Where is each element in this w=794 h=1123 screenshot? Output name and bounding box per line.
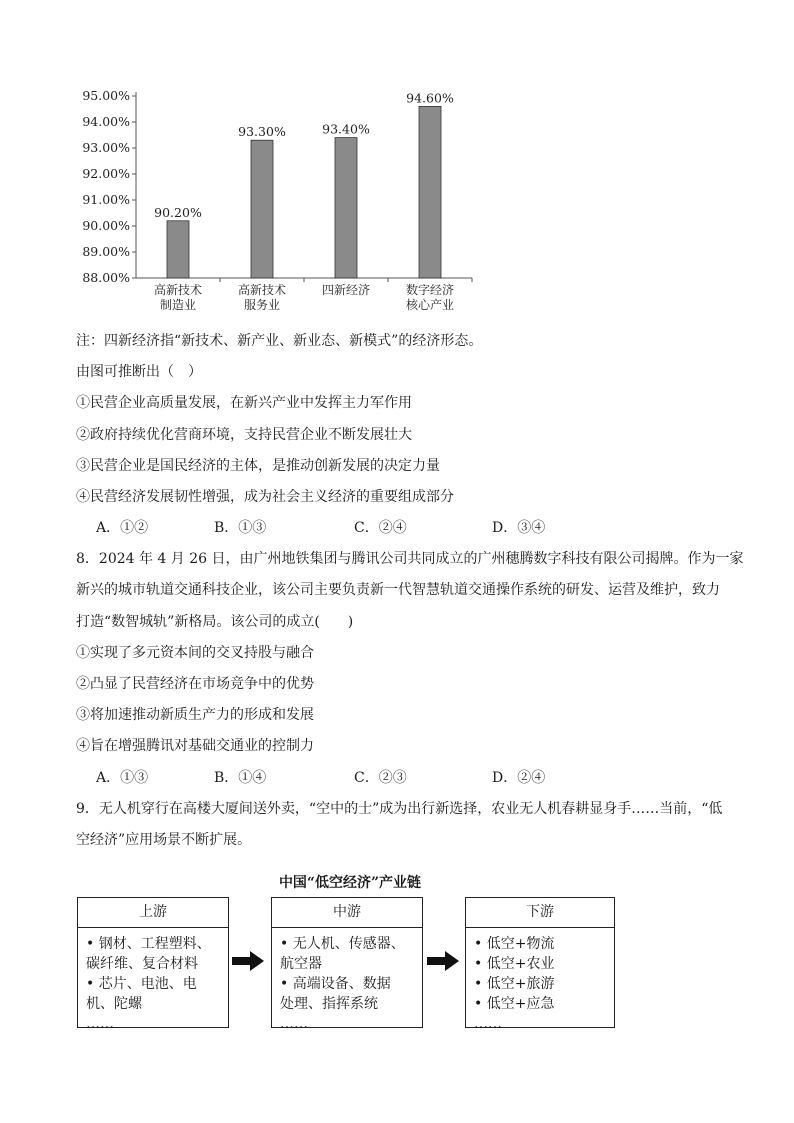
q8-item-4: ④旨在增强腾讯对基础交通业的控制力	[76, 738, 314, 754]
q8-stem-line-1: 8．2024 年 4 月 26 日，由广州地铁集团与腾讯公司共同成立的广州穗腾数字科技有限公司揭牌。作为一家	[76, 551, 744, 567]
q8-option-b[interactable]: B．①④	[214, 770, 267, 786]
midstream-line: 处理、指挥系统	[280, 996, 378, 1012]
downstream-line: • 低空+农业	[474, 956, 555, 972]
bar	[419, 106, 441, 278]
upstream-line: • 芯片、电池、电	[86, 976, 197, 992]
midstream-body	[272, 928, 422, 1034]
midstream-box	[271, 897, 423, 1032]
midstream-header: 中游	[272, 898, 422, 928]
q7-item-2: ②政府持续优化营商环境，支持民营企业不断发展壮大	[76, 427, 412, 443]
upstream-line: ……	[86, 1016, 114, 1032]
q8-option-a[interactable]: A．①③	[96, 770, 149, 786]
x-tick-label: 高新技术	[237, 283, 287, 297]
downstream-line: • 低空+物流	[474, 936, 555, 952]
q7-option-c[interactable]: C．②④	[354, 520, 407, 536]
upstream-header: 上游	[78, 898, 228, 928]
q9-stem-line-2: 空经济”应用场景不断扩展。	[76, 832, 252, 848]
y-tick-label: 89.00%	[82, 244, 130, 259]
q7-option-b[interactable]: B．①③	[214, 520, 267, 536]
q7-option-d[interactable]: D．③④	[492, 520, 546, 536]
bar-value-label: 93.30%	[238, 124, 286, 140]
x-tick-label: 服务业	[243, 298, 281, 312]
midstream-line: 航空器	[280, 956, 322, 972]
bar	[167, 221, 189, 278]
y-tick-label: 91.00%	[82, 192, 130, 207]
q7-item-1: ①民营企业高质量发展，在新兴产业中发挥主力军作用	[76, 395, 412, 411]
y-tick-label: 92.00%	[82, 166, 130, 181]
y-tick-label: 95.00%	[82, 88, 130, 103]
upstream-line: 机、陀螺	[86, 996, 142, 1012]
arrow-right-icon	[232, 951, 264, 971]
x-tick-label: 数字经济	[405, 283, 455, 297]
arrow-right-icon	[427, 951, 459, 971]
x-tick-label: 高新技术	[153, 283, 203, 297]
downstream-box	[465, 897, 615, 1032]
chart-note: 注：四新经济指“新技术、新产业、新业态、新模式”的经济形态。	[76, 333, 483, 349]
downstream-line: • 低空+旅游	[474, 976, 555, 992]
x-tick-label: 核心产业	[405, 298, 455, 312]
upstream-line: 碳纤维、复合材料	[86, 956, 198, 972]
q9-stem-line-1: 9．无人机穿行在高楼大厦间送外卖，“空中的士”成为出行新选择，农业无人机春耕显身手……当前，“低	[76, 801, 723, 817]
downstream-header: 下游	[466, 898, 614, 928]
chain-title: 中国“低空经济”产业链	[278, 875, 422, 891]
q7-stem: 由图可推断出（ ）	[76, 364, 202, 380]
q8-stem-line-3: 打造“数智城轨”新格局。该公司的成立( )	[76, 614, 354, 630]
x-tick-label: 制造业	[159, 298, 197, 312]
q8-item-1: ①实现了多元资本间的交叉持股与融合	[76, 645, 314, 661]
q7-option-a[interactable]: A．①②	[96, 520, 149, 536]
downstream-line: ……	[474, 1016, 502, 1032]
upstream-body	[78, 928, 228, 1034]
bar	[251, 140, 273, 278]
y-tick-label: 93.00%	[82, 140, 130, 155]
bar-value-label: 93.40%	[322, 121, 370, 137]
q8-stem-line-2: 新兴的城市轨道交通科技企业，该公司主要负责新一代智慧轨道交通操作系统的研发、运营及维护，致力	[76, 582, 720, 598]
y-tick-label: 94.00%	[82, 114, 130, 129]
midstream-line: • 无人机、传感器、	[280, 936, 405, 952]
bar-chart	[70, 84, 490, 322]
bar-value-label: 90.20%	[154, 204, 202, 220]
q8-option-d[interactable]: D．②④	[492, 770, 546, 786]
q8-item-2: ②凸显了民营经济在市场竞争中的优势	[76, 676, 314, 692]
midstream-line: ……	[280, 1016, 308, 1032]
downstream-body	[466, 928, 614, 1034]
upstream-box	[77, 897, 229, 1032]
downstream-line: • 低空+应急	[474, 996, 555, 1012]
q7-item-4: ④民营经济发展韧性增强，成为社会主义经济的重要组成部分	[76, 489, 454, 505]
bar-value-label: 94.60%	[406, 90, 454, 106]
x-tick-label: 四新经济	[321, 283, 371, 297]
q7-item-3: ③民营企业是国民经济的主体，是推动创新发展的决定力量	[76, 458, 440, 474]
upstream-line: • 钢材、工程塑料、	[86, 936, 211, 952]
y-tick-label: 90.00%	[82, 218, 130, 233]
q8-option-c[interactable]: C．②③	[354, 770, 407, 786]
q8-item-3: ③将加速推动新质生产力的形成和发展	[76, 707, 314, 723]
bar	[335, 138, 357, 278]
y-tick-label: 88.00%	[82, 270, 130, 285]
midstream-line: • 高端设备、数据	[280, 976, 391, 992]
